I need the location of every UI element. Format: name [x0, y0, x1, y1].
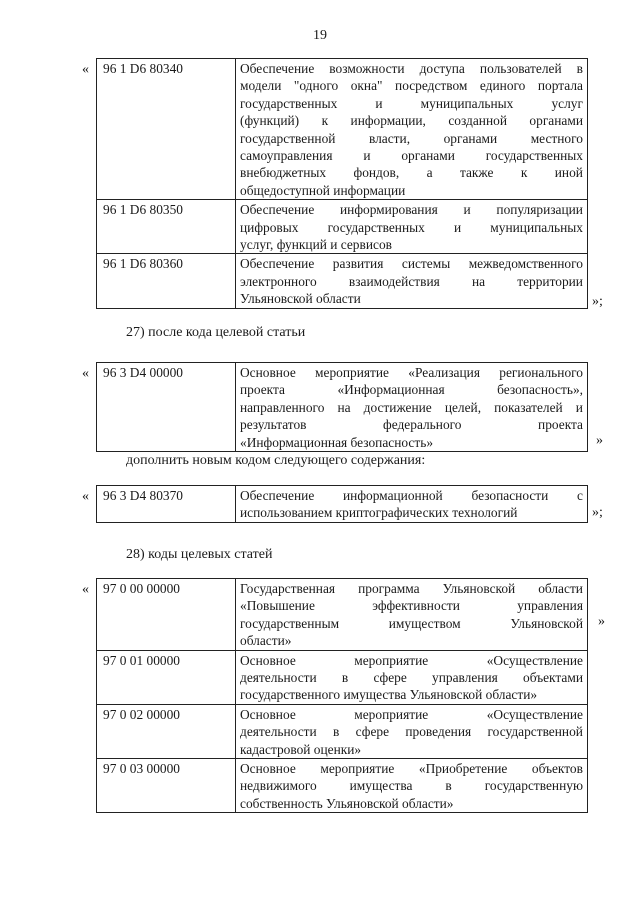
- close-quote-table2: »: [596, 433, 603, 448]
- description-cell: [236, 759, 588, 813]
- description-cell: [236, 704, 588, 758]
- description-line: деятельности в сфере проведения государственной: [240, 724, 583, 740]
- target-code-cell: 96 3 D4 00000: [97, 363, 236, 452]
- target-code-cell: 97 0 03 00000: [97, 759, 236, 813]
- description-line: кадастровой оценки»: [240, 741, 362, 757]
- description-line: модели "одного окна" посредством единого портала: [240, 78, 583, 94]
- description-line: проекта «Информационная безопасность»,: [240, 382, 583, 398]
- description-line: деятельности в сфере управления объектами: [240, 670, 583, 686]
- description-cell: [236, 363, 588, 452]
- description-line: Основное мероприятие «Осуществление: [240, 652, 583, 668]
- table-row: [97, 579, 588, 651]
- description-line: Ульяновской области: [240, 291, 361, 307]
- description-line: Обеспечение возможности доступа пользователей в: [240, 61, 583, 76]
- description-line: внебюджетных фондов, а также к иной: [240, 165, 583, 181]
- paragraph-add-code: дополнить новым кодом следующего содержания:: [126, 453, 426, 468]
- table-row: [97, 363, 588, 452]
- table-row: [97, 759, 588, 813]
- description-cell: [236, 486, 588, 523]
- target-code-cell: 97 0 00 00000: [97, 579, 236, 651]
- description-line: Основное мероприятие «Реализация регионального: [240, 365, 583, 380]
- target-code-cell: 96 1 D6 80360: [97, 254, 236, 308]
- table-target-codes-3: [96, 485, 588, 523]
- target-code-cell: 97 0 02 00000: [97, 704, 236, 758]
- open-quote-table4: «: [82, 582, 89, 597]
- table-row: [97, 254, 588, 308]
- description-line: Обеспечение информационной безопасности с: [240, 488, 583, 503]
- close-quote-table1: »;: [592, 294, 603, 309]
- target-code-cell: 96 1 D6 80340: [97, 59, 236, 200]
- paragraph-27: 27) после кода целевой статьи: [126, 325, 306, 340]
- open-quote-table3: «: [82, 489, 89, 504]
- description-line: собственность Ульяновской области»: [240, 795, 454, 811]
- open-quote-table1: «: [82, 62, 89, 77]
- open-quote-table2: «: [82, 366, 89, 381]
- description-line: государственных и муниципальных услуг: [240, 95, 583, 111]
- close-quote-table3: »;: [592, 505, 603, 520]
- target-code-cell: 96 1 D6 80350: [97, 200, 236, 254]
- table-target-codes-2: [96, 362, 588, 452]
- table-target-codes-4: [96, 578, 588, 813]
- description-line: Государственная программа Ульяновской области: [240, 581, 583, 596]
- description-cell: [236, 650, 588, 704]
- description-line: направленного на достижение целей, показателей и: [240, 399, 583, 415]
- target-code-cell: 96 3 D4 80370: [97, 486, 236, 523]
- page-number: 19: [313, 28, 327, 43]
- description-line: услуг, функций и сервисов: [240, 237, 392, 253]
- description-line: цифровых государственных и муниципальных: [240, 219, 583, 235]
- description-line: «Повышение эффективности управления: [240, 598, 583, 614]
- description-line: Основное мероприятие «Приобретение объектов: [240, 761, 583, 777]
- description-line: Основное мероприятие «Осуществление: [240, 706, 583, 722]
- description-line: (функций) к информации, созданной органами: [240, 113, 583, 129]
- close-quote-table4: »: [598, 614, 605, 629]
- description-line: электронного взаимодействия на территории: [240, 273, 583, 289]
- table-row: [97, 650, 588, 704]
- description-line: государственного имущества Ульяновской области»: [240, 687, 538, 703]
- table-row: [97, 200, 588, 254]
- description-line: общедоступной информации: [240, 182, 406, 198]
- description-cell: [236, 200, 588, 254]
- description-line: самоуправления и органами государственных: [240, 148, 583, 164]
- description-line: недвижимого имущества в государственную: [240, 778, 583, 794]
- description-line: государственным имуществом Ульяновской: [240, 615, 583, 631]
- table-target-codes-1: [96, 58, 588, 309]
- paragraph-28: 28) коды целевых статей: [126, 547, 273, 562]
- description-cell: [236, 59, 588, 200]
- table-row: [97, 59, 588, 200]
- description-line: «Информационная безопасность»: [240, 434, 434, 450]
- description-line: области»: [240, 633, 292, 649]
- table-row: [97, 704, 588, 758]
- target-code-cell: 97 0 01 00000: [97, 650, 236, 704]
- description-line: результатов федерального проекта: [240, 417, 583, 433]
- table-row: [97, 486, 588, 523]
- description-line: использованием криптографических технологий: [240, 505, 518, 521]
- description-cell: [236, 254, 588, 308]
- description-line: Обеспечение информирования и популяризации: [240, 202, 583, 218]
- description-cell: [236, 579, 588, 651]
- description-line: Обеспечение развития системы межведомственного: [240, 256, 583, 272]
- description-line: государственной власти, органами местного: [240, 130, 583, 146]
